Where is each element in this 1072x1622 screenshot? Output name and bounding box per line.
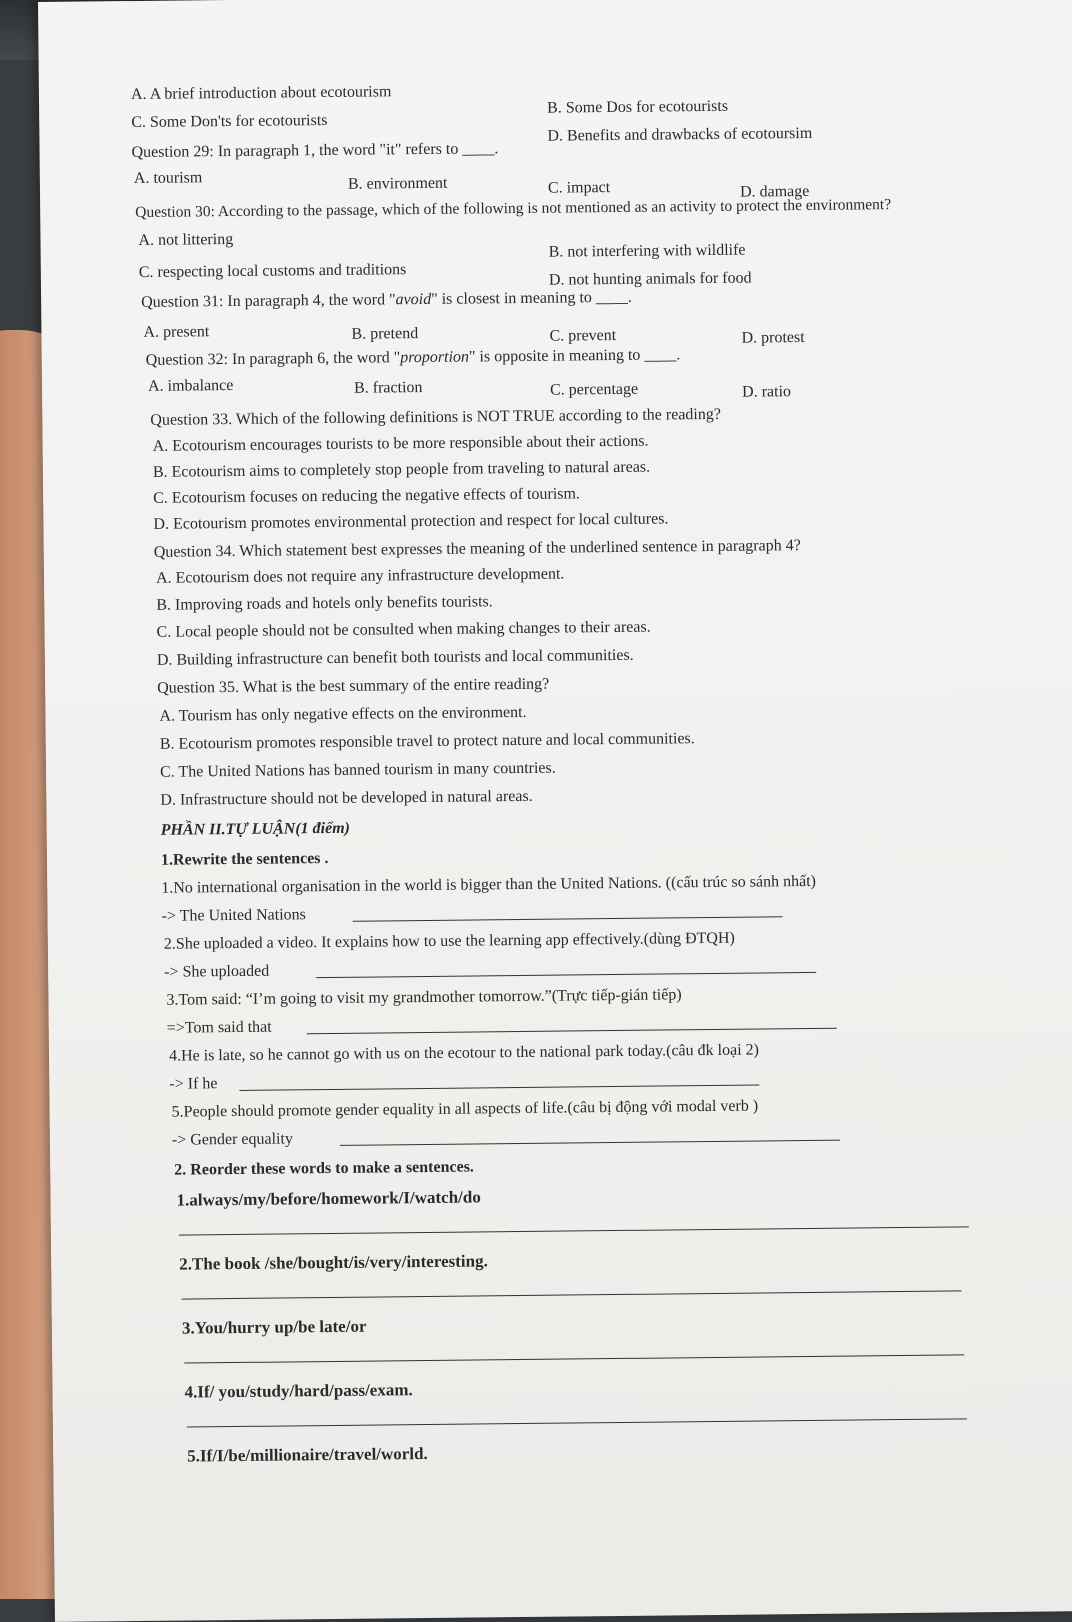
q30-option-b[interactable]: B. not interfering with wildlife [548, 241, 746, 261]
q33-option-d[interactable]: D. Ecotourism promotes environmental protection and respect for local cultures. [153, 510, 669, 533]
rewrite-prompt-4: 4.He is late, so he cannot go with us on the ecotour to the national park today.(câu đk loại 2) [168, 1041, 760, 1065]
q32-option-d[interactable]: D. ratio [742, 383, 792, 401]
q33-option-b[interactable]: B. Ecotourism aims to completely stop people from traveling to natural areas. [152, 458, 651, 481]
rewrite-start-4: -> If he [169, 1075, 218, 1093]
rewrite-start-3: =>Tom said that [166, 1018, 272, 1037]
q32-option-a[interactable]: A. imbalance [147, 376, 234, 395]
q33-option-a[interactable]: A. Ecotourism encourages tourists to be more responsible about their actions. [152, 432, 649, 455]
rewrite-answer-line-4[interactable] [239, 1085, 759, 1091]
q32-option-c[interactable]: C. percentage [550, 380, 639, 399]
reorder-item-4: 4.If/ you/study/hard/pass/exam. [184, 1380, 413, 1402]
q28-option-c[interactable]: C. Some Don'ts for ecotourists [131, 111, 328, 132]
exam-page [38, 0, 1072, 1622]
rewrite-answer-line-5[interactable] [340, 1140, 840, 1146]
rewrite-start-2: -> She uploaded [164, 962, 270, 981]
rewrite-start-1: -> The United Nations [161, 906, 306, 925]
q29-option-a[interactable]: A. tourism [133, 169, 203, 188]
q31-option-a[interactable]: A. present [143, 323, 210, 341]
rewrite-answer-line-2[interactable] [316, 972, 816, 978]
q34-option-a[interactable]: A. Ecotourism does not require any infrastructure development. [155, 565, 565, 587]
q35-option-a[interactable]: A. Tourism has only negative effects on the environment. [159, 703, 527, 725]
rewrite-answer-line-1[interactable] [353, 916, 783, 922]
q30-option-d[interactable]: D. not hunting animals for food [548, 269, 752, 289]
q32-option-b[interactable]: B. fraction [353, 378, 423, 397]
rewrite-heading: 1.Rewrite the sentences . [160, 850, 329, 869]
q31-keyword: avoid [395, 290, 432, 309]
reorder-item-5: 5.If/I/be/millionaire/travel/world. [187, 1443, 428, 1466]
q28-option-b[interactable]: B. Some Dos for ecotourists [547, 97, 729, 117]
rewrite-start-5: -> Gender equality [171, 1130, 293, 1149]
reorder-answer-line-4[interactable] [187, 1418, 967, 1427]
q35-option-d[interactable]: D. Infrastructure should not be developed in natural areas. [160, 787, 533, 809]
rewrite-answer-line-3[interactable] [307, 1028, 837, 1035]
q35-option-b[interactable]: B. Ecotourism promotes responsible travel to protect nature and local communities. [159, 730, 695, 753]
q34-stem: Question 34. Which statement best expresses the meaning of the underlined sentence in paragraph 4? [153, 537, 801, 561]
q29-option-d[interactable]: D. damage [739, 182, 810, 201]
q33-option-c[interactable]: C. Ecotourism focuses on reducing the negative effects of tourism. [153, 485, 580, 507]
q30-stem: Question 30: According to the passage, which of the following is not mentioned as an activity to protect the environment? [135, 196, 892, 221]
q34-option-c[interactable]: C. Local people should not be consulted when making changes to their areas. [156, 618, 651, 641]
q29-stem: Question 29: In paragraph 1, the word "it" refers to ____. [131, 140, 499, 162]
q33-stem: Question 33. Which of the following definitions is NOT TRUE according to the reading? [150, 405, 722, 429]
reorder-answer-line-2[interactable] [182, 1290, 962, 1299]
reorder-item-3: 3.You/hurry up/be late/or [181, 1316, 367, 1338]
q31-option-b[interactable]: B. pretend [351, 325, 419, 343]
q29-option-b[interactable]: B. environment [347, 174, 448, 193]
q35-option-c[interactable]: C. The United Nations has banned tourism in many countries. [159, 759, 556, 781]
reorder-item-1: 1.always/my/before/homework/I/watch/do [176, 1187, 481, 1210]
reorder-heading: 2. Reorder these words to make a sentences. [174, 1158, 474, 1179]
reorder-item-2: 2.The book /she/bought/is/very/interesting. [179, 1251, 488, 1274]
q34-option-d[interactable]: D. Building infrastructure can benefit both tourists and local communities. [156, 646, 634, 669]
q35-stem: Question 35. What is the best summary of the entire reading? [157, 675, 550, 697]
q31-stem: Question 31: In paragraph 4, the word "avoid" is closest in meaning to ____. [141, 288, 632, 311]
q32-keyword: proportion [400, 348, 470, 367]
q28-option-d[interactable]: D. Benefits and drawbacks of ecotoursim [547, 124, 813, 145]
q31-option-d[interactable]: D. protest [741, 328, 805, 347]
q30-option-c[interactable]: C. respecting local customs and traditions [138, 261, 407, 281]
q30-option-a[interactable]: A. not littering [138, 230, 234, 249]
q29-option-c[interactable]: C. impact [547, 179, 611, 197]
reorder-answer-line-3[interactable] [184, 1354, 964, 1363]
q28-option-a[interactable]: A. A brief introduction about ecotourism [130, 83, 392, 104]
q31-option-c[interactable]: C. prevent [549, 326, 617, 345]
q34-option-b[interactable]: B. Improving roads and hotels only benefits tourists. [156, 593, 493, 614]
rewrite-prompt-3: 3.Tom said: “I’m going to visit my grandmother tomorrow.”(Trực tiếp-gián tiếp) [166, 986, 682, 1009]
reorder-answer-line-1[interactable] [179, 1226, 969, 1235]
rewrite-prompt-5: 5.People should promote gender equality in all aspects of life.(câu bị động với modal verb ) [171, 1097, 759, 1121]
q32-stem: Question 32: In paragraph 6, the word "proportion" is opposite in meaning to ____. [145, 346, 681, 369]
part2-heading: PHẦN II.TỰ LUẬN(1 điểm) [160, 819, 351, 839]
rewrite-prompt-2: 2.She uploaded a video. It explains how to use the learning app effectively.(dùng ĐTQH) [163, 929, 735, 953]
rewrite-prompt-1: 1.No international organisation in the world is bigger than the United Nations. ((cấu trúc so sánh nhất) [161, 872, 817, 897]
